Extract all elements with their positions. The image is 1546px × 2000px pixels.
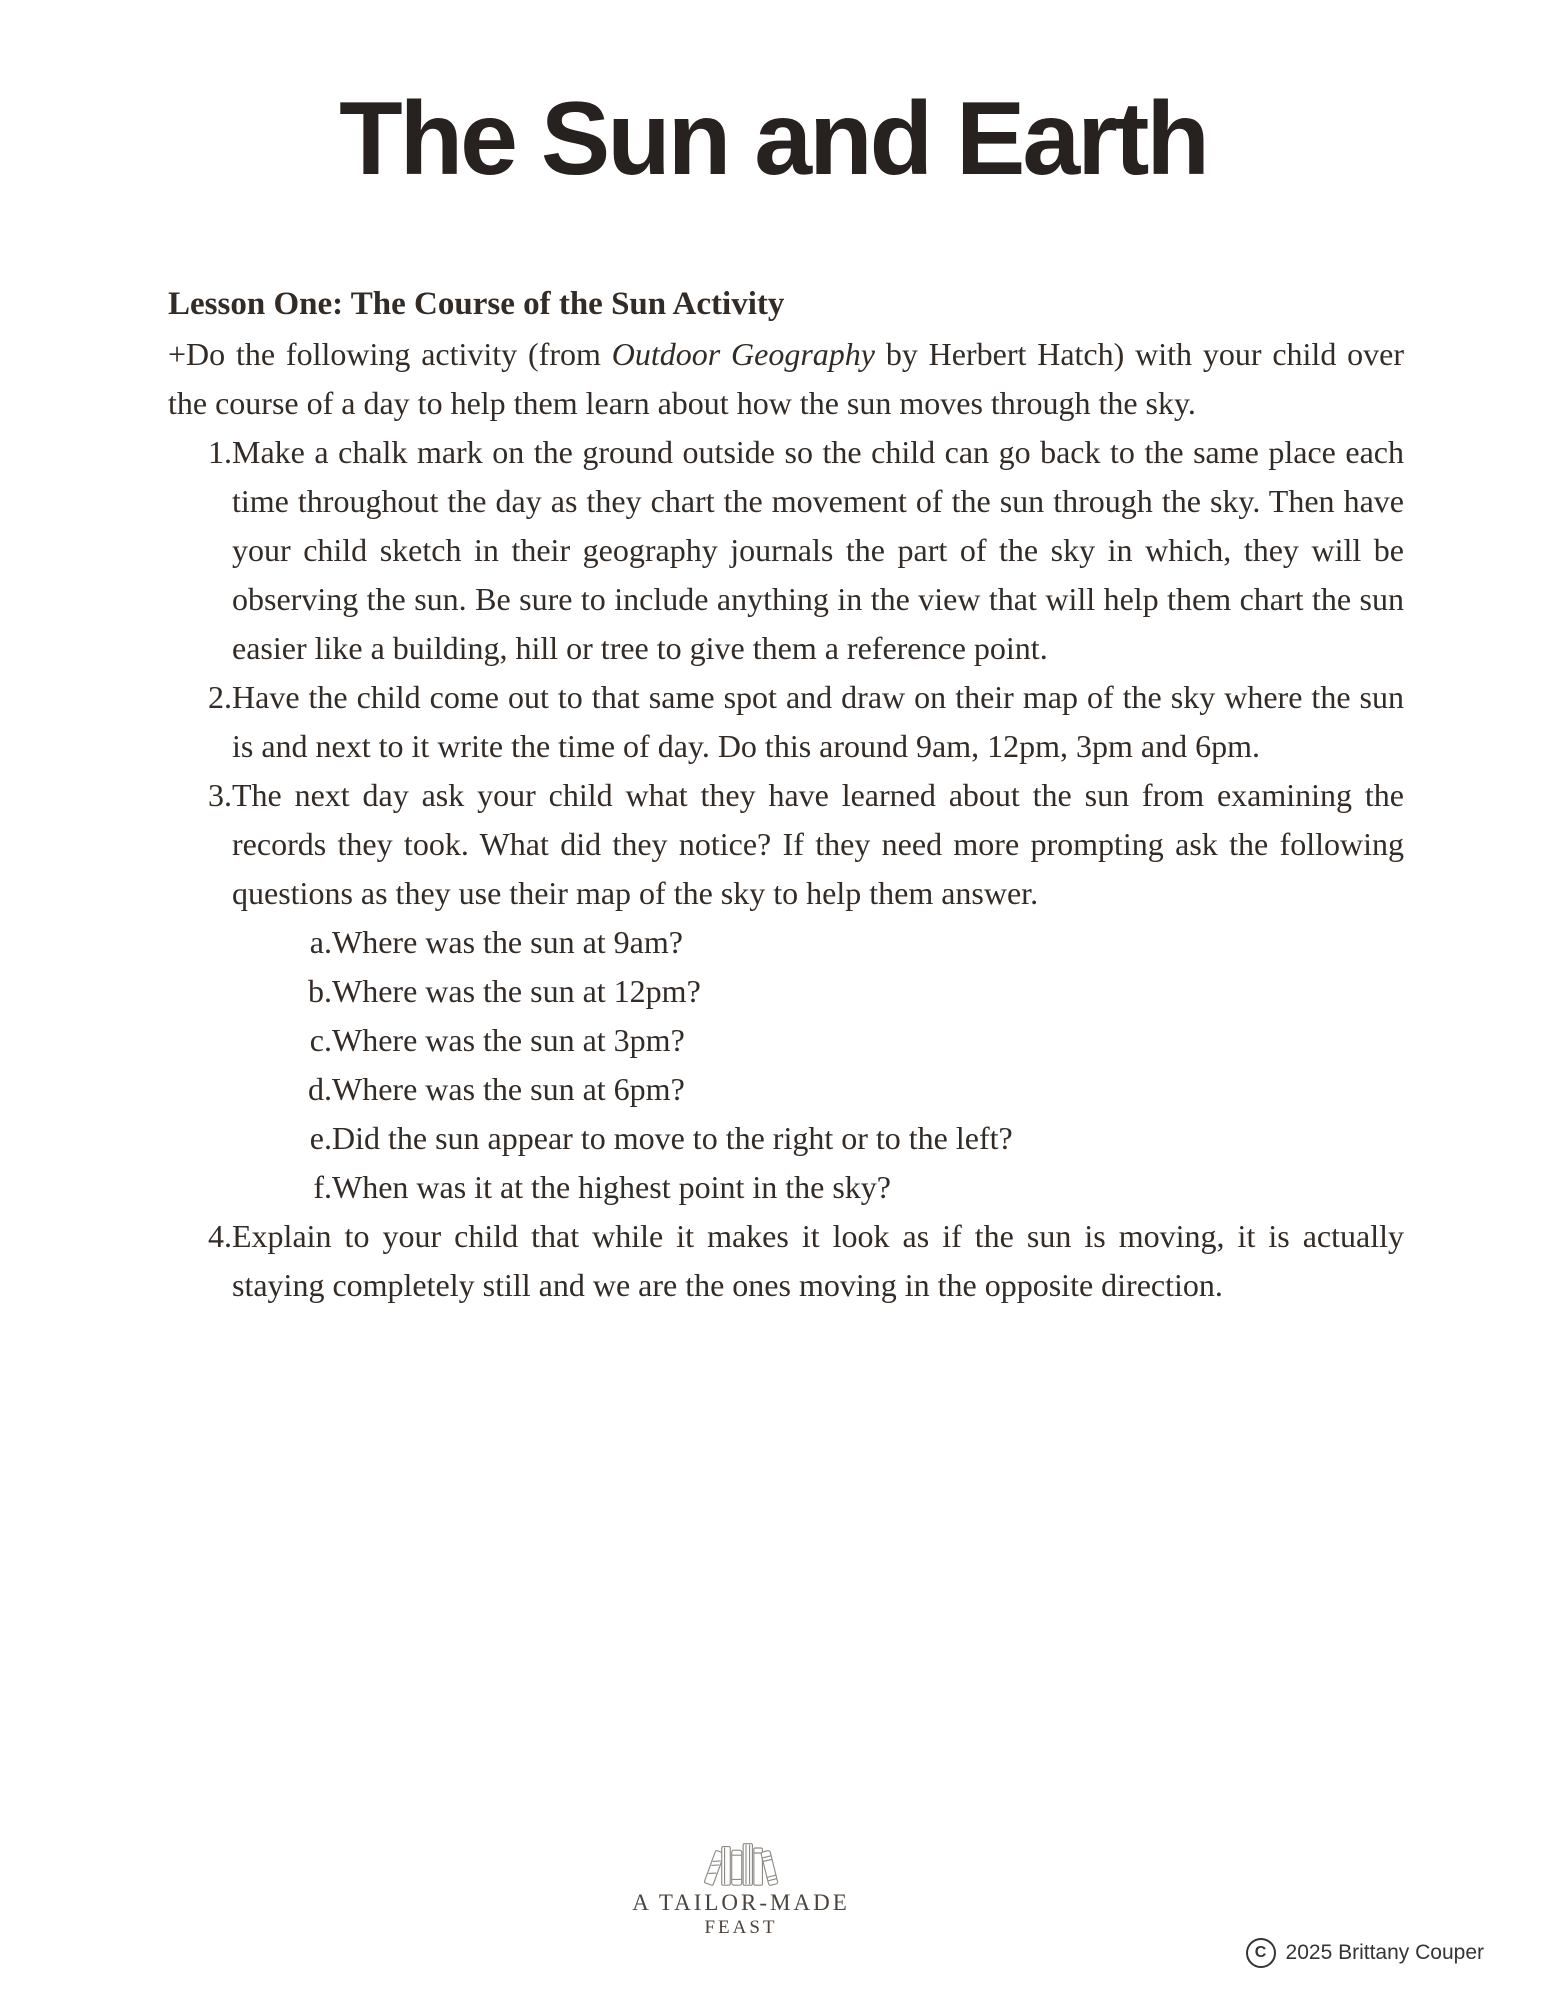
question-item-c bbox=[302, 1016, 1404, 1065]
question-item-b bbox=[302, 967, 1404, 1016]
numbered-steps-list bbox=[206, 428, 1404, 1310]
question-letter: a. bbox=[309, 924, 332, 960]
step-item-1 bbox=[206, 428, 1404, 673]
step-number: 4. bbox=[208, 1218, 232, 1254]
step-text: Explain to your child that while it makes it look as if the sun is moving, it is actually staying completely still and we are the ones moving in the opposite direction. bbox=[232, 1218, 1404, 1303]
step-text: Have the child come out to that same spot and draw on their map of the sky where the sun is and next to it write the time of day. Do this around 9am, 12pm, 3pm and 6pm. bbox=[232, 679, 1404, 764]
book-title-italic: Outdoor Geography bbox=[611, 336, 875, 372]
copyright-text: 2025 Brittany Couper bbox=[1285, 1941, 1484, 1964]
step-number: 2. bbox=[208, 679, 232, 715]
question-letter: d. bbox=[308, 1071, 332, 1107]
footer-brand bbox=[531, 1838, 951, 1940]
question-text: Where was the sun at 12pm? bbox=[332, 973, 701, 1009]
intro-paragraph bbox=[168, 330, 1404, 428]
brand-name-line2: FEAST bbox=[704, 1917, 778, 1938]
question-item-f bbox=[302, 1163, 1404, 1212]
step-number: 1. bbox=[208, 434, 232, 470]
question-letter: e. bbox=[309, 1120, 332, 1156]
step-text: The next day ask your child what they have learned about the sun from examining the records they took. What did they notice? If they need more prompting ask the following questions as they use their map of the sky to help them answer. bbox=[232, 777, 1404, 911]
step-item-4 bbox=[206, 1212, 1404, 1310]
copyright-icon: C bbox=[1246, 1938, 1276, 1968]
question-letter: c. bbox=[309, 1022, 332, 1058]
step-number: 3. bbox=[208, 777, 232, 813]
step-item-2 bbox=[206, 673, 1404, 771]
page-title: The Sun and Earth bbox=[339, 81, 1207, 197]
step-item-3 bbox=[206, 771, 1404, 918]
question-letter: b. bbox=[308, 973, 332, 1009]
question-item-a bbox=[302, 918, 1404, 967]
brand-name-line1: A TAILOR-MADE bbox=[632, 1890, 850, 1915]
question-text: Did the sun appear to move to the right or to the left? bbox=[332, 1120, 1013, 1156]
question-text: Where was the sun at 9am? bbox=[332, 924, 683, 960]
copyright-notice bbox=[1246, 1938, 1484, 1968]
step-text: Make a chalk mark on the ground outside so the child can go back to the same place each time throughout the day as they chart the movement of the sun through the sky. Then have your child sketch in their geography journals the part of the sky in which, they will be observing the sun. Be sure to include anything in the view that will help them chart the sun easier like a building, hill or tree to give them a reference point. bbox=[232, 434, 1404, 666]
lesson-content bbox=[168, 284, 1404, 1310]
question-letter: f. bbox=[313, 1169, 332, 1205]
lettered-questions-list bbox=[302, 918, 1404, 1212]
intro-text-suffix: by Herbert Hatch) with your child over the course of a day to help them learn about how the sun moves through the sky. bbox=[168, 336, 1405, 421]
books-sketch-icon bbox=[698, 1838, 784, 1888]
question-text: When was it at the highest point in the sky? bbox=[332, 1169, 891, 1205]
question-item-d bbox=[302, 1065, 1404, 1114]
question-text: Where was the sun at 3pm? bbox=[332, 1022, 685, 1058]
intro-text-prefix: +Do the following activity (from bbox=[168, 336, 612, 372]
question-text: Where was the sun at 6pm? bbox=[332, 1071, 685, 1107]
question-item-e bbox=[302, 1114, 1404, 1163]
section-heading: Lesson One: The Course of the Sun Activity bbox=[168, 286, 785, 322]
